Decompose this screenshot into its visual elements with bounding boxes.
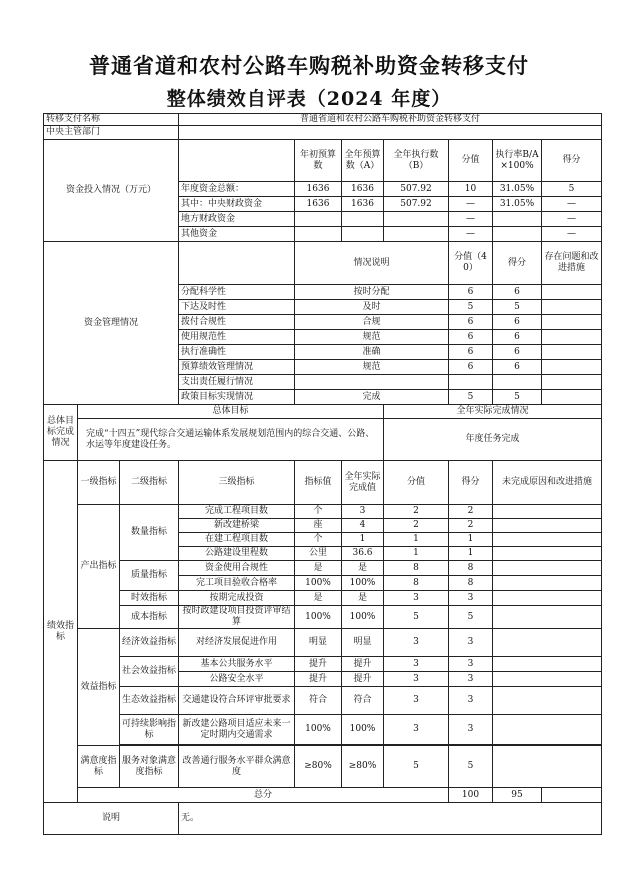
funds-row-label: 地方财政资金 (179, 212, 295, 227)
indicator-note (493, 547, 602, 561)
funds-row-label: 其他资金 (179, 227, 295, 242)
management-note (542, 390, 602, 405)
management-score: 5 (493, 300, 542, 315)
funds-cell (342, 212, 384, 227)
dept-label: 中央主管部门 (44, 126, 179, 140)
indicator-actual: 4 (342, 519, 384, 533)
funds-cell (384, 227, 449, 242)
total-label: 总分 (78, 788, 449, 803)
management-val: 6 (449, 285, 493, 300)
indicator-target: 100% (295, 576, 342, 591)
indicator-target: 公里 (295, 547, 342, 561)
economic-label: 经济效益指标 (120, 629, 179, 657)
goals-col-goal: 总体目标 (78, 405, 384, 419)
management-score: 6 (493, 360, 542, 375)
indicator-name: 完工项目验收合格率 (179, 576, 295, 591)
funds-cell (493, 227, 542, 242)
indicator-actual: 明显 (342, 629, 384, 657)
indicator-target: 提升 (295, 672, 342, 687)
indicator-note (493, 591, 602, 606)
management-note (542, 300, 602, 315)
indicator-name: 按期完成投资 (179, 591, 295, 606)
funds-row-label: 其中：中央财政资金 (179, 197, 295, 212)
indicator-val: 5 (384, 746, 449, 788)
indicator-score: 3 (449, 672, 493, 687)
indicator-note (493, 746, 602, 788)
indicator-name: 按时政建设项目投资评审结算 (179, 606, 295, 629)
funds-header: 全年预算数（A） (342, 140, 384, 182)
perf-header: 得分 (449, 461, 493, 505)
indicator-target: 座 (295, 519, 342, 533)
management-header: 存在问题和改进措施 (542, 242, 602, 285)
indicator-score: 3 (449, 715, 493, 745)
management-val: 6 (449, 360, 493, 375)
indicator-score: 8 (449, 561, 493, 576)
indicator-note (493, 629, 602, 657)
indicator-target: 100% (295, 606, 342, 629)
indicator-val: 2 (384, 519, 449, 533)
funds-cell: — (449, 227, 493, 242)
funds-header: 分值 (449, 140, 493, 182)
indicator-target: 个 (295, 505, 342, 519)
indicator-target: 个 (295, 533, 342, 547)
funds-header: 全年执行数（B） (384, 140, 449, 182)
perf-header: 未完成原因和改进措施 (493, 461, 602, 505)
indicator-val: 3 (384, 629, 449, 657)
indicator-actual: 是 (342, 561, 384, 576)
satisfaction-label: 满意度指标 (78, 746, 120, 788)
management-blank-header (179, 242, 295, 285)
funds-section-label: 资金投入情况（万元） (44, 140, 179, 242)
management-val: 6 (449, 330, 493, 345)
eco-label: 生态效益指标 (120, 687, 179, 715)
name-value: 普通省道和农村公路车购税补助资金转移支付 (179, 114, 602, 126)
indicator-name: 新改建桥梁 (179, 519, 295, 533)
management-desc: 按时分配 (295, 285, 449, 300)
dept-value (179, 126, 602, 140)
funds-cell: 1636 (342, 182, 384, 197)
funds-cell (493, 212, 542, 227)
indicator-name: 新改建公路项目适应未来一定时期内交通需求 (179, 715, 295, 745)
funds-cell: 507.92 (384, 182, 449, 197)
indicator-target: 提升 (295, 657, 342, 672)
time-label: 时效指标 (120, 591, 179, 606)
management-item: 执行准确性 (179, 345, 295, 360)
indicator-val: 1 (384, 547, 449, 561)
funds-cell (342, 227, 384, 242)
funds-cell: 1636 (295, 182, 342, 197)
funds-row-label: 年度资金总额： (179, 182, 295, 197)
indicator-score: 1 (449, 533, 493, 547)
management-item: 预算绩效管理情况 (179, 360, 295, 375)
cost-label: 成本指标 (120, 606, 179, 629)
total-score: 95 (493, 788, 542, 803)
indicator-score: 3 (449, 687, 493, 715)
management-desc: 合规 (295, 315, 449, 330)
indicator-note (493, 715, 602, 745)
benefit-label: 效益指标 (78, 629, 120, 746)
management-note (542, 360, 602, 375)
indicator-actual: 3 (342, 505, 384, 519)
funds-header: 得分 (542, 140, 602, 182)
indicator-actual: 100% (342, 715, 384, 745)
indicator-val: 8 (384, 561, 449, 576)
management-val: 6 (449, 345, 493, 360)
indicator-actual: 提升 (342, 672, 384, 687)
note-text: 无。 (179, 803, 602, 835)
indicator-val: 2 (384, 505, 449, 519)
management-item: 下达及时性 (179, 300, 295, 315)
indicator-target: ≥80% (295, 746, 342, 788)
management-note (542, 375, 602, 390)
management-score: 6 (493, 345, 542, 360)
indicator-note (493, 672, 602, 687)
funds-cell: 1636 (342, 197, 384, 212)
indicator-note (493, 533, 602, 547)
management-header: 情况说明 (295, 242, 449, 285)
indicator-name: 对经济发展促进作用 (179, 629, 295, 657)
management-note (542, 315, 602, 330)
indicator-actual: 36.6 (342, 547, 384, 561)
funds-cell: 5 (542, 182, 602, 197)
funds-cell: — (542, 212, 602, 227)
social-label: 社会效益指标 (120, 657, 179, 687)
indicator-name: 基本公共服务水平 (179, 657, 295, 672)
management-item: 分配科学性 (179, 285, 295, 300)
indicator-score: 8 (449, 576, 493, 591)
performance-section-label: 绩效指标 (44, 461, 78, 803)
funds-cell: — (542, 227, 602, 242)
indicator-name: 公路建设里程数 (179, 547, 295, 561)
indicator-actual: 符合 (342, 687, 384, 715)
management-score: 6 (493, 315, 542, 330)
goals-actual: 年度任务完成 (384, 419, 602, 461)
funds-cell (295, 212, 342, 227)
indicator-target: 100% (295, 715, 342, 745)
indicator-score: 3 (449, 591, 493, 606)
funds-cell: 31.05% (493, 197, 542, 212)
perf-header: 分值 (384, 461, 449, 505)
perf-header: 指标值 (295, 461, 342, 505)
funds-header: 执行率B/A×100% (493, 140, 542, 182)
indicator-target: 明显 (295, 629, 342, 657)
indicator-target: 是 (295, 561, 342, 576)
management-item: 使用规范性 (179, 330, 295, 345)
funds-header: 年初预算数 (295, 140, 342, 182)
perf-header: 二级指标 (120, 461, 179, 505)
management-val: 5 (449, 390, 493, 405)
management-desc (295, 375, 449, 390)
quantity-label: 数量指标 (120, 505, 179, 561)
indicator-note (493, 519, 602, 533)
indicator-val: 3 (384, 687, 449, 715)
indicator-note (493, 576, 602, 591)
funds-cell: — (449, 212, 493, 227)
indicator-score: 2 (449, 505, 493, 519)
management-score: 6 (493, 285, 542, 300)
indicator-actual: 提升 (342, 657, 384, 672)
management-val: 6 (449, 315, 493, 330)
funds-cell: 507.92 (384, 197, 449, 212)
indicator-note (493, 657, 602, 672)
note-label: 说明 (44, 803, 179, 835)
indicator-target: 是 (295, 591, 342, 606)
indicator-score: 2 (449, 519, 493, 533)
indicator-score: 3 (449, 629, 493, 657)
funds-cell: 31.05% (493, 182, 542, 197)
indicator-val: 3 (384, 591, 449, 606)
indicator-score: 5 (449, 606, 493, 629)
funds-cell: — (542, 197, 602, 212)
management-header: 分值（40） (449, 242, 493, 285)
indicator-actual: 100% (342, 606, 384, 629)
management-note (542, 345, 602, 360)
management-desc: 规范 (295, 360, 449, 375)
evaluation-table (43, 113, 602, 835)
management-note (542, 285, 602, 300)
indicator-actual: 是 (342, 591, 384, 606)
management-section-label: 资金管理情况 (44, 242, 179, 405)
title-line-1: 普通省道和农村公路车购税补助资金转移支付 (89, 53, 529, 78)
goals-text: 完成“十四五”现代综合交通运输体系发展规划范围内的综合交通、公路、水运等年度建设任务。 (78, 419, 384, 461)
indicator-note (493, 505, 602, 519)
indicator-name: 完成工程项目数 (179, 505, 295, 519)
quality-label: 质量指标 (120, 561, 179, 591)
indicator-name: 在建工程项目数 (179, 533, 295, 547)
indicator-val: 1 (384, 533, 449, 547)
indicator-actual: ≥80% (342, 746, 384, 788)
title-line-2: 整体绩效自评表（2024 年度） (166, 88, 452, 110)
total-note (542, 788, 602, 803)
name-label: 转移支付名称 (44, 114, 179, 126)
management-desc: 规范 (295, 330, 449, 345)
management-note (542, 330, 602, 345)
indicator-val: 3 (384, 715, 449, 745)
management-desc: 及时 (295, 300, 449, 315)
total-val: 100 (449, 788, 493, 803)
management-score (493, 375, 542, 390)
indicator-actual: 1 (342, 533, 384, 547)
perf-header: 一级指标 (78, 461, 120, 505)
management-score: 5 (493, 390, 542, 405)
management-item: 拨付合规性 (179, 315, 295, 330)
indicator-note (493, 561, 602, 576)
indicator-val: 3 (384, 657, 449, 672)
funds-cell: 10 (449, 182, 493, 197)
goals-section-label: 总体目标完成情况 (44, 405, 78, 461)
output-label: 产出指标 (78, 505, 120, 629)
management-desc: 准确 (295, 345, 449, 360)
indicator-actual: 100% (342, 576, 384, 591)
indicator-val: 5 (384, 606, 449, 629)
management-desc: 完成 (295, 390, 449, 405)
indicator-val: 8 (384, 576, 449, 591)
indicator-score: 1 (449, 547, 493, 561)
perf-header: 三级指标 (179, 461, 295, 505)
indicator-target: 符合 (295, 687, 342, 715)
indicator-score: 3 (449, 657, 493, 672)
funds-cell (295, 227, 342, 242)
funds-cell: — (449, 197, 493, 212)
funds-cell (384, 212, 449, 227)
management-item: 政策目标实现情况 (179, 390, 295, 405)
management-header: 得分 (493, 242, 542, 285)
perf-header: 全年实际完成值 (342, 461, 384, 505)
indicator-name: 交通建设符合环评审批要求 (179, 687, 295, 715)
indicator-note (493, 606, 602, 629)
management-val: 5 (449, 300, 493, 315)
indicator-score: 5 (449, 746, 493, 788)
indicator-val: 3 (384, 672, 449, 687)
indicator-note (493, 687, 602, 715)
goals-col-actual: 全年实际完成情况 (384, 405, 602, 419)
management-score: 6 (493, 330, 542, 345)
management-val (449, 375, 493, 390)
indicator-name: 资金使用合规性 (179, 561, 295, 576)
sustain-label: 可持续影响指标 (120, 715, 179, 745)
indicator-name: 改善通行服务水平群众满意度 (179, 746, 295, 788)
satisfaction-sub-label: 服务对象满意度指标 (120, 746, 179, 788)
funds-blank-header (179, 140, 295, 182)
funds-cell: 1636 (295, 197, 342, 212)
indicator-name: 公路安全水平 (179, 672, 295, 687)
management-item: 支出责任履行情况 (179, 375, 295, 390)
